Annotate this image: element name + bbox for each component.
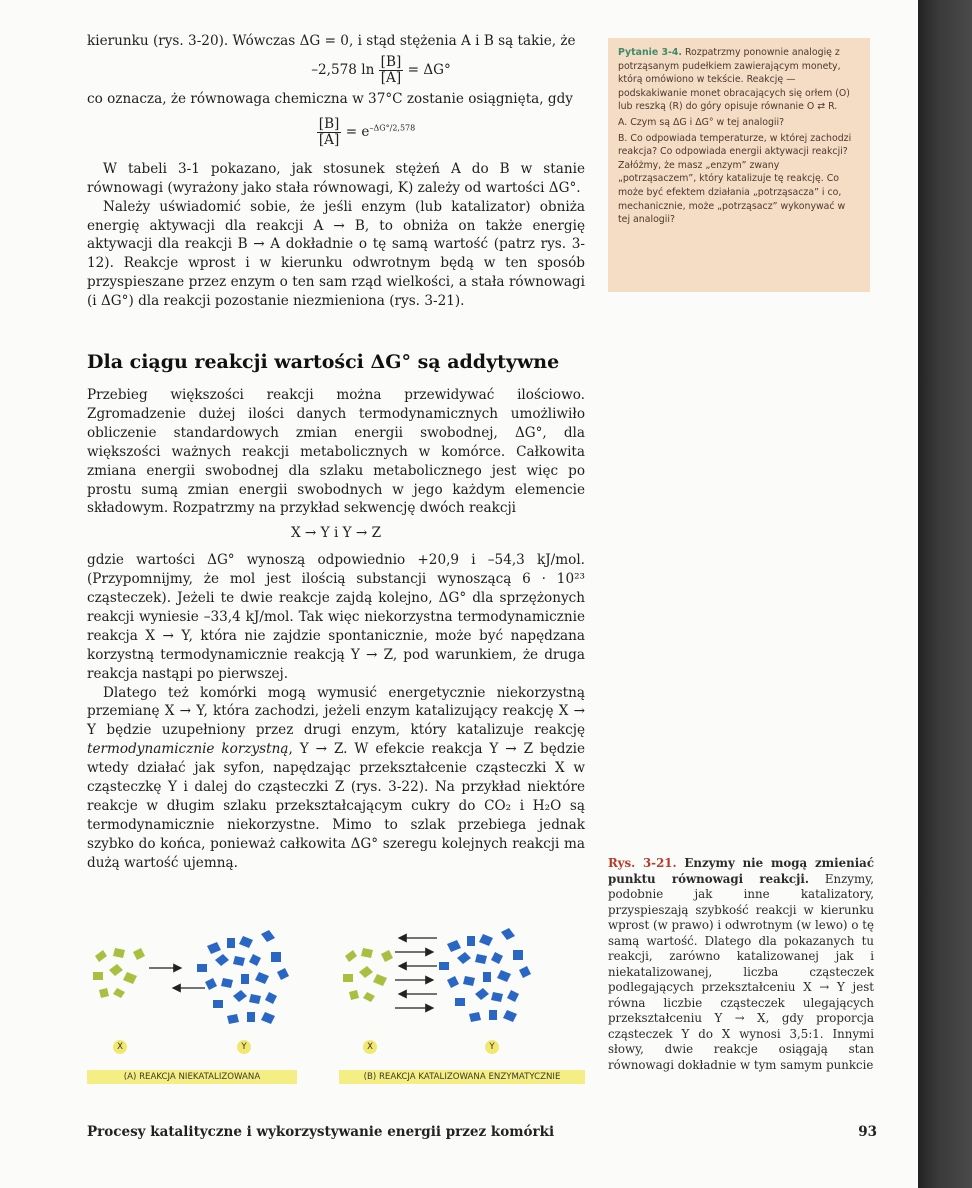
running-footer xyxy=(87,1124,877,1140)
bleed-through-text xyxy=(610,615,619,645)
fraction-denominator: [A] xyxy=(380,69,402,86)
panel-b-arrows xyxy=(395,938,437,1008)
figure-caption xyxy=(608,856,874,1073)
question-item-a: A. Czym są ΔG i ΔG° w tej analogii? xyxy=(618,116,785,128)
paragraph-text: , Y → Z. W efekcie reakcja Y → Z będzie wtedy działać jak syfon, napędzając przekształcenie cząsteczki X w cząsteczkę Y i dalej do cząsteczki Z (rys. 3-22). Na przykład niektóre reakcje w długim szlaku przekształcającym cukry do CO₂ i H₂O są termodynamicznie niekorzystne. Mimo to szlak przebiega jednak szybko do końca, ponieważ całkowita ΔG° szeregu kolejnych reakcji ma dużą wartość ujemną. xyxy=(87,741,585,871)
footer-title: Procesy katalityczne i wykorzystywanie energii przez komórki xyxy=(87,1124,555,1140)
question-item-b: B. Co odpowiada temperaturze, w której zachodzi reakcja? Co odpowiada energii aktywacji reakcji? Załóżmy, że masz „enzym” zwany „potrząsaczem”, który katalizuje tę reakcję. Co może być efektem działania „potrząsacza” i co, mechanicznie, może „potrząsacz” wykonywać w tej analogii? xyxy=(618,132,852,226)
caption-figure-number: Rys. 3-21. xyxy=(608,856,677,870)
question-intro xyxy=(618,46,860,114)
reaction-diagram xyxy=(87,916,585,1066)
label-y-a: Y xyxy=(237,1040,251,1054)
text-line: kierunku (rys. 3-20). Wówczas ΔG = 0, i stąd stężenia A i B są takie, że xyxy=(87,33,576,49)
equation-2-suffix: = e xyxy=(345,123,370,140)
paragraph: Przebieg większości reakcji można przewidywać ilościowo. Zgromadzenie dużej ilości danych termodynamicznych umożliwiło obliczenie standardowych zmian energii swobodnej, ΔG°, dla większości ważnych reakcji metabolicznych w komórce. Całkowita zmiana energii swobodnej dla szlaku metabolicznego jest więc po prostu sumą zmian energii swobodnych w jego każdym elemencie składowym. Rozpatrzmy na przykład sekwencję dwóch reakcji xyxy=(87,386,585,517)
fraction xyxy=(379,55,404,86)
reaction-equation: X → Y i Y → Z xyxy=(290,525,382,542)
text-line: co oznacza, że równowaga chemiczna w 37°C zostanie osiągnięta, gdy xyxy=(87,90,573,107)
paragraph-text: Dlatego też komórki mogą wymusić energetycznie niekorzystną przemianę X → Y, która zachodzi, jeżeli enzym katalizujący reakcję X → Y będzie uzupełniony przez drugi enzym, który katalizuje reakcję xyxy=(87,684,585,739)
section-heading: Dla ciągu reakcji wartości ΔG° są addytywne xyxy=(87,351,560,374)
panel-a-y-molecules xyxy=(197,930,289,1024)
equation-2-exponent: –ΔG°/2,578 xyxy=(369,123,416,133)
equation-2 xyxy=(147,117,585,148)
caption-title: Enzymy nie mogą zmieniać punktu równowagi reakcji. xyxy=(608,856,875,886)
fraction-denominator: [A] xyxy=(318,131,340,148)
page-number: 93 xyxy=(858,1124,877,1140)
equation-1 xyxy=(177,55,585,86)
equation-1-suffix: = ΔG° xyxy=(407,61,451,78)
question-label: Pytanie 3-4. xyxy=(618,47,682,58)
fraction xyxy=(317,117,342,148)
question-sidebox xyxy=(608,38,870,292)
equation-1-prefix: –2,578 ln xyxy=(311,61,375,78)
panel-a-x-molecules xyxy=(93,948,145,998)
main-text-column xyxy=(87,32,585,873)
panel-a-label: (A) REAKCJA NIEKATALIZOWANA xyxy=(87,1070,297,1084)
caption-text: Enzymy, podobnie jak inne katalizatory, przyspieszają szybkość reakcji w kierunku wprost (w prawo) i odwrotnym (w lewo) o tę samą wartość. Dlatego dla pokazanych tu reakcji, zarówno katalizowanej jak i niekatalizowanej, liczba cząsteczek podlegających przekształceniu X → Y jest równa liczbie cząsteczek ulegających przekształceniu Y → X, gdy proporcja cząsteczek Y do X wynosi 3,5:1. Innymi słowy, dwie reakcje osiągają stan równowagi dokładnie w tym samym punkcie xyxy=(608,871,874,1072)
label-x-b: X xyxy=(363,1040,377,1054)
paragraph xyxy=(87,684,585,873)
panel-b-y-molecules xyxy=(439,928,531,1022)
question-text: Rozpatrzmy ponownie analogię z potrząsanym pudełkiem zawierającym monety, którą omówiono w tekście. Reakcję — podskakiwanie monet obracających się orłem (O) lub reszką (R) do góry opisuje równanie O ⇄ R. xyxy=(618,47,850,113)
fraction-numerator: [B] xyxy=(380,53,402,70)
panel-b-x-molecules xyxy=(343,948,393,1002)
emphasis-text: termodynamicznie korzystną xyxy=(87,741,289,758)
label-x-a: X xyxy=(113,1040,127,1054)
paragraph: Należy uświadomić sobie, że jeśli enzym (lub katalizator) obniża energię aktywacji dla reakcji A → B, to obniża on także energię aktywacji dla reakcji B → A dokładnie o tę samą wartość (patrz rys. 3-12). Reakcje wprost i w kierunku odwrotnym będą w ten sposób przyspieszane przez enzym o ten sam rząd wielkości, a stała równowagi (i ΔG°) dla reakcji pozostanie niezmieniona (rys. 3-21). xyxy=(87,198,585,310)
panel-b-label: (B) REAKCJA KATALIZOWANA ENZYMATYCZNIE xyxy=(339,1070,585,1084)
fraction-numerator: [B] xyxy=(318,115,340,132)
figure-3-21 xyxy=(87,916,585,1092)
panel-a-arrows xyxy=(149,968,205,988)
paragraph: W tabeli 3-1 pokazano, jak stosunek stężeń A do B w stanie równowagi (wyrażony jako stała równowagi, K) zależy od wartości ΔG°. xyxy=(87,160,585,196)
label-y-b: Y xyxy=(485,1040,499,1054)
scan-edge-shadow xyxy=(918,0,972,1188)
paragraph: gdzie wartości ΔG° wynoszą odpowiednio +20,9 i –54,3 kJ/mol. (Przypomnijmy, że mol jest ilością substancji wynoszącą 6 · 10²³ cząsteczek). Jeżeli te dwie reakcje zajdą kolejno, ΔG° dla sprzężonych reakcji wyniesie –33,4 kJ/mol. Tak więc niekorzystna termodynamicznie reakcja X → Y, która nie zajdzie spontanicznie, może być napędzana korzystną termodynamicznie reakcją Y → Z, pod warunkiem, że druga reakcja nastąpi po pierwszej. xyxy=(87,552,585,682)
